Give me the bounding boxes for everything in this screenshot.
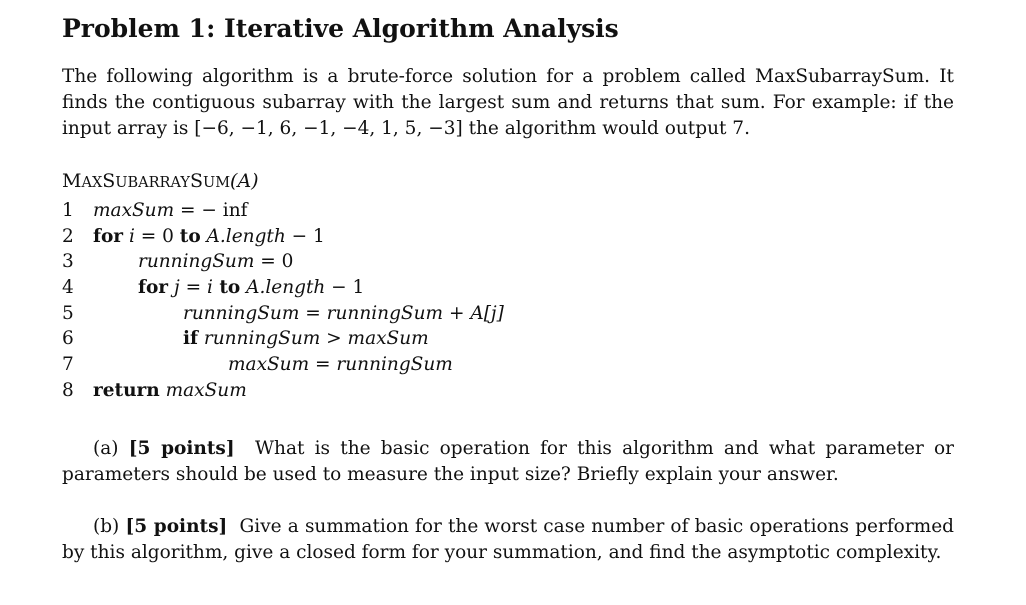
code-text: [138, 277, 364, 298]
code-variable: A.length: [200, 225, 286, 247]
code-operator: − 1: [325, 277, 365, 299]
code-variable: runningSum: [138, 251, 255, 273]
code-variable: maxSum: [93, 200, 175, 221]
code-variable: maxSum: [228, 354, 310, 376]
code-operator: +: [443, 302, 471, 324]
algorithm-name: [62, 170, 259, 192]
code-variable: maxSum: [347, 328, 429, 350]
code-text: [93, 226, 325, 247]
code-operator: =: [299, 302, 327, 324]
algorithm-name-part: AX: [81, 175, 103, 191]
code-line-7: [62, 354, 954, 380]
code-text: [93, 380, 247, 401]
line-number: 3: [62, 251, 74, 273]
question-label: (b): [93, 516, 120, 537]
algorithm-name-part: M: [62, 170, 82, 192]
code-operator: = − inf: [174, 200, 248, 221]
code-keyword: if: [183, 328, 198, 350]
code-line-1: [62, 200, 954, 226]
code-line-4: [62, 277, 954, 303]
question-label: (a): [93, 438, 119, 459]
question-text: Give a summation for the worst case number of basic operations performed by this algorithm, give a closed form for your summation, and find the asymptotic complexity.: [62, 516, 954, 563]
code-variable: maxSum: [159, 379, 247, 401]
line-number: 5: [62, 302, 74, 324]
algorithm-name-part: UM: [202, 175, 231, 191]
code-variable: A: [470, 302, 484, 324]
code-variable: runningSum: [183, 302, 300, 324]
code-text: [183, 303, 504, 324]
code-operator: >: [320, 328, 348, 350]
code-text: [138, 251, 293, 272]
algorithm-name-part: UBARRAY: [115, 175, 190, 191]
code-variable: runningSum: [326, 302, 444, 324]
code-keyword: to: [179, 225, 201, 247]
code-line-3: [62, 251, 954, 277]
question-points: [5 points]: [128, 438, 235, 459]
code-operator: = 0: [134, 225, 180, 247]
algorithm-args: (A): [230, 170, 259, 192]
code-operator: =: [179, 277, 207, 299]
code-line-8: [62, 380, 954, 406]
line-number: 2: [62, 225, 74, 247]
code-line-6: [62, 328, 954, 354]
code-operator: − 1: [285, 225, 325, 247]
question-a: [62, 436, 954, 488]
code-line-5: [62, 303, 954, 329]
code-line-2: [62, 226, 954, 252]
code-operator: = 0: [254, 251, 294, 273]
code-variable: runningSum: [198, 328, 321, 350]
algorithm-name-part: S: [189, 170, 203, 192]
code-text: [228, 354, 453, 375]
question-text: What is the basic operation for this algorithm and what parameter or parameters should be used to measure the input size? Briefly explain your answer.: [62, 438, 955, 485]
line-number: 6: [62, 328, 74, 350]
code-text: [93, 200, 247, 221]
line-number: 4: [62, 277, 74, 299]
code-variable: i: [206, 277, 213, 299]
code-text: [183, 328, 429, 349]
intro-paragraph: The following algorithm is a brute-force solution for a problem called MaxSubarraySum. It finds the contiguous subarray with the largest sum and returns that sum. For example: if the input array is [−6, −1, 6, −1, −4, 1, 5, −3] the algorithm would output 7.: [62, 66, 954, 139]
question-points: [5 points]: [125, 516, 228, 537]
algorithm-listing: [62, 200, 954, 406]
code-keyword: return: [93, 379, 160, 401]
page-title: Problem 1: Iterative Algorithm Analysis: [62, 14, 619, 43]
line-number: 7: [62, 354, 74, 376]
line-number: 1: [62, 200, 74, 221]
question-b: [62, 514, 954, 566]
algorithm-name-part: S: [102, 170, 116, 192]
line-number: 8: [62, 379, 74, 401]
code-keyword: for: [138, 277, 169, 299]
code-index: [j]: [483, 302, 504, 324]
code-variable: runningSum: [336, 354, 453, 376]
code-variable: j: [173, 277, 180, 299]
code-variable: A.length: [240, 277, 326, 299]
code-keyword: for: [93, 225, 124, 247]
code-variable: i: [128, 225, 135, 247]
code-keyword: to: [212, 277, 241, 299]
code-operator: =: [309, 354, 337, 376]
